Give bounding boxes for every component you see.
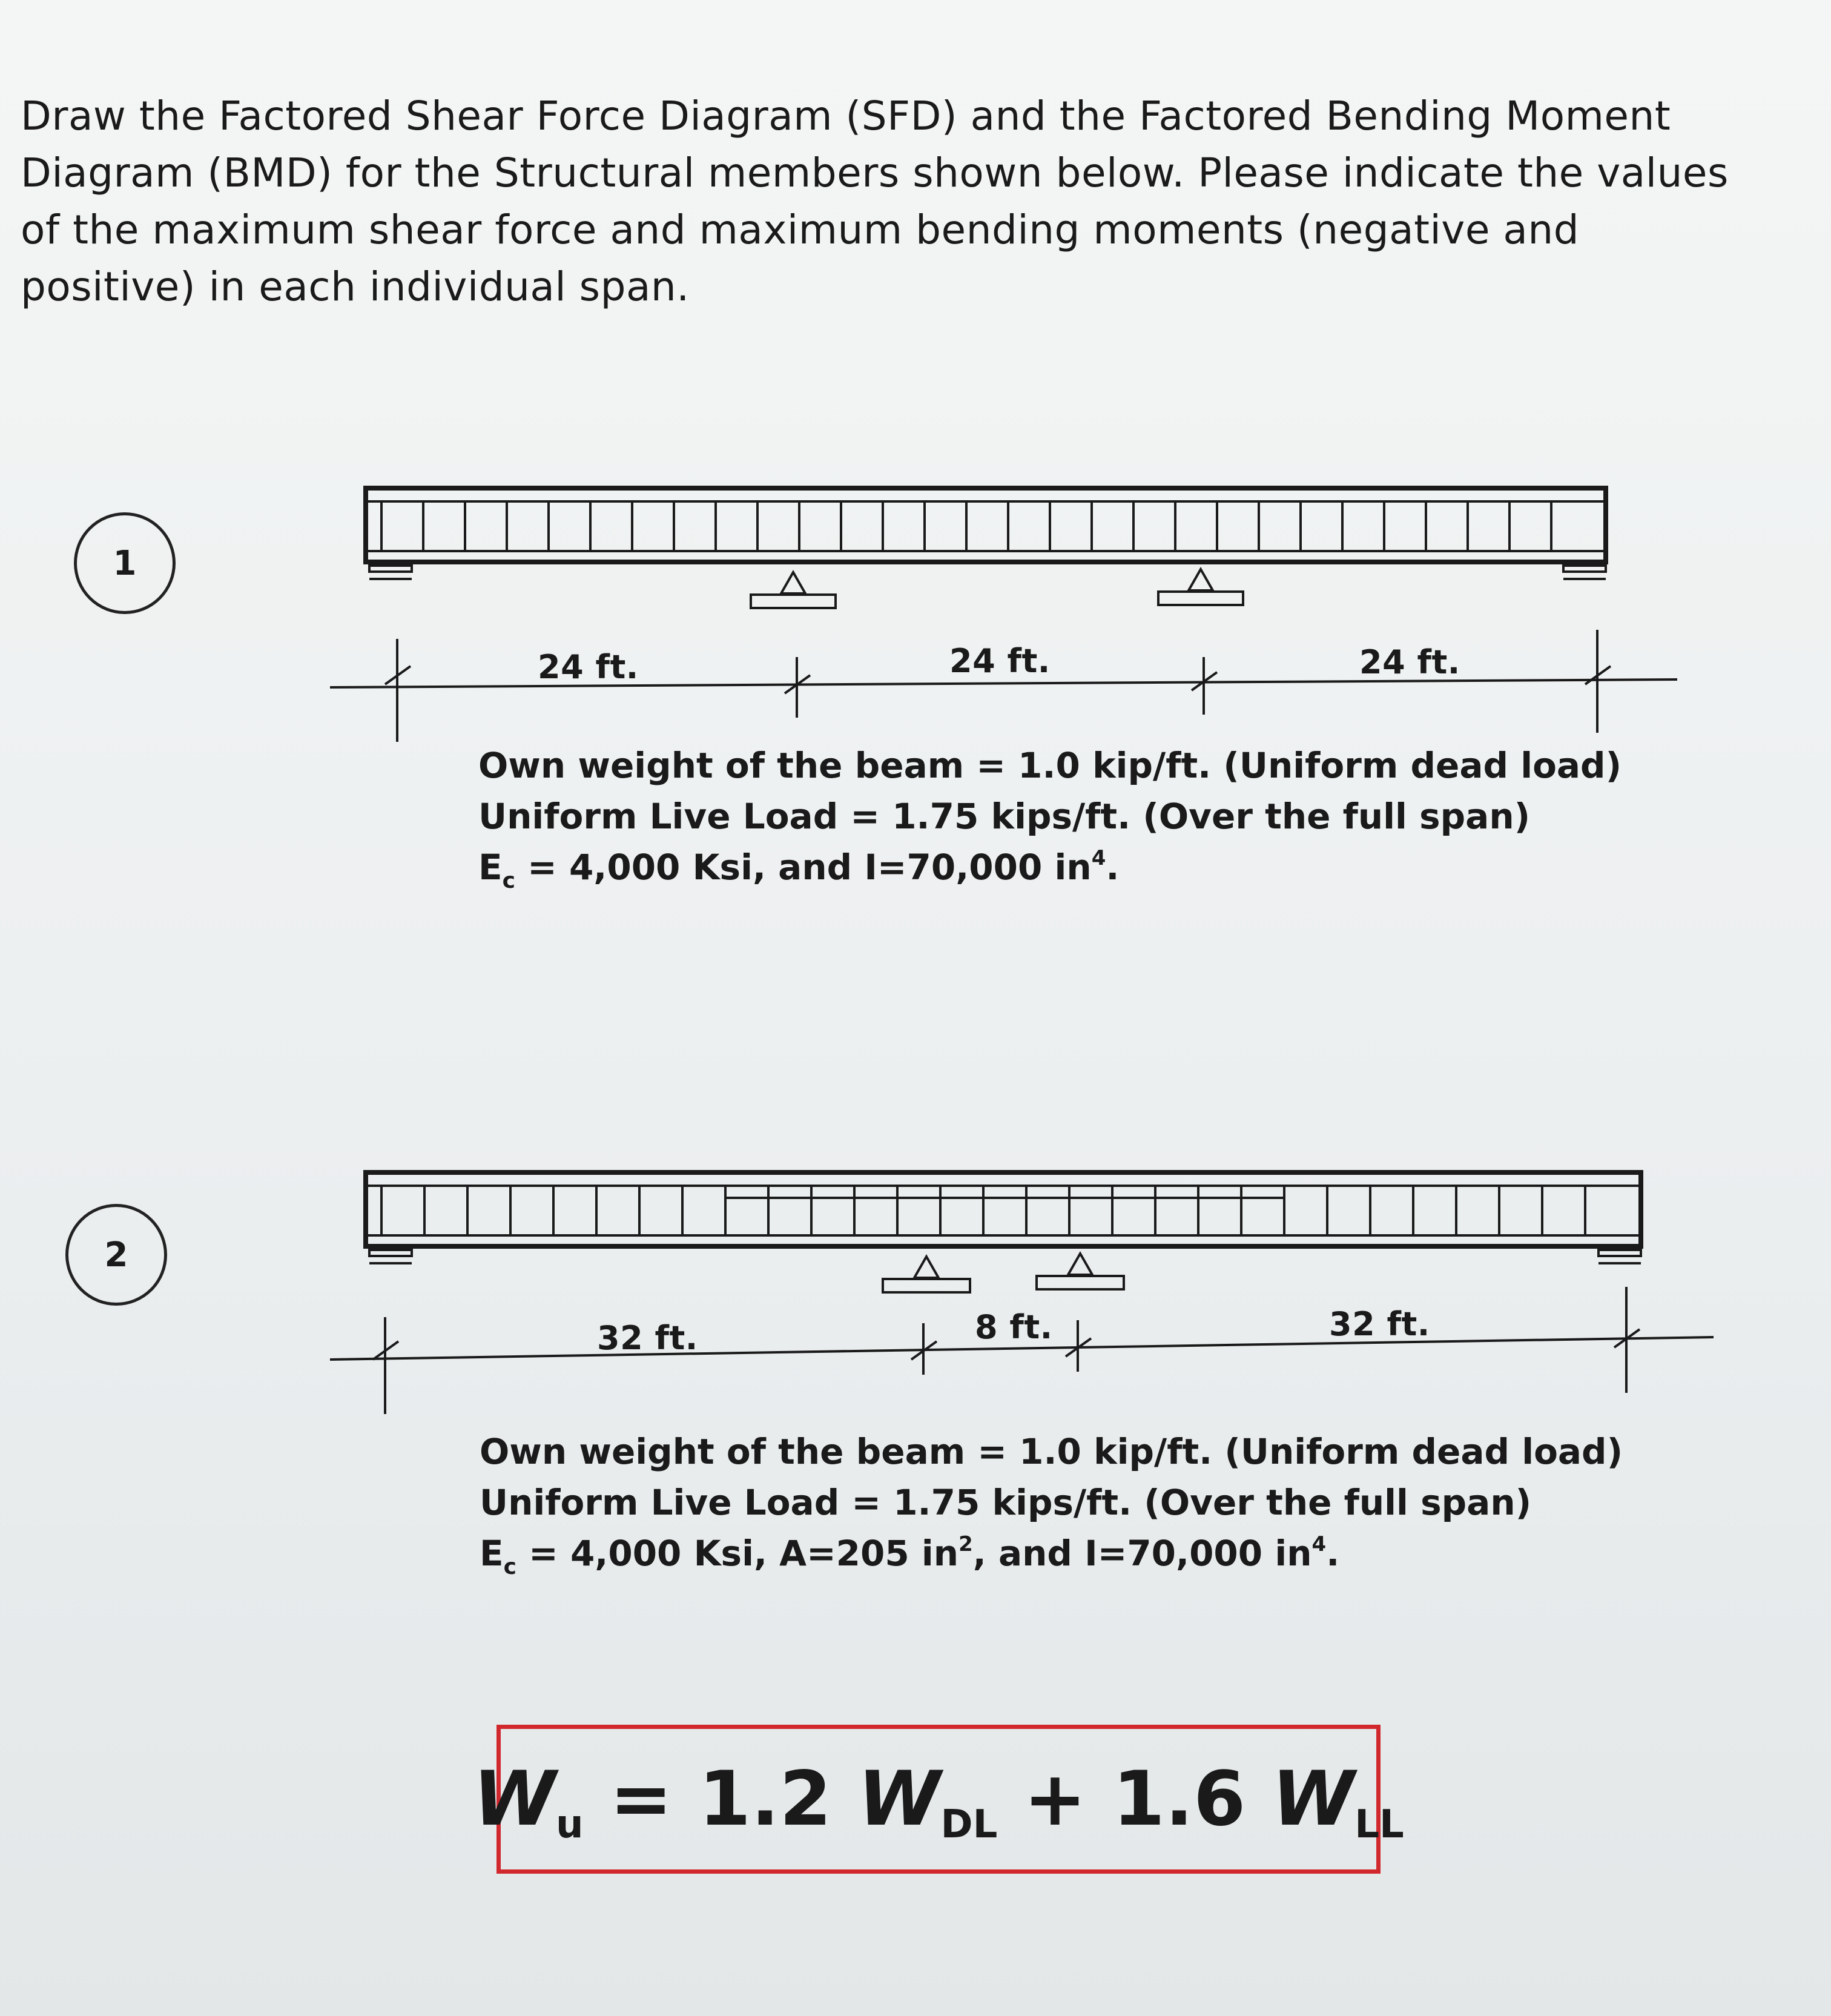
wu-subscript: u xyxy=(556,1802,584,1847)
live-load-factor: + 1.6 xyxy=(997,1756,1272,1843)
beam-2-dead-load: Own weight of the beam = 1.0 kip/ft. (Uniform dead load) xyxy=(480,1431,1623,1472)
ec-symbol: E xyxy=(478,847,503,888)
beam-2-left-roller-support xyxy=(369,1250,412,1263)
problem-2-number-text: 2 xyxy=(104,1235,128,1275)
beam-1-span-3-label: 24 ft. xyxy=(1359,643,1460,681)
ec-subscript: c xyxy=(503,1555,516,1579)
beam-2-right-roller-support xyxy=(1598,1250,1641,1263)
inertia-exponent: 4 xyxy=(1311,1532,1327,1556)
beam-2-pin-support-2 xyxy=(1037,1254,1124,1289)
beam-2-span-2-label: 8 ft. xyxy=(975,1308,1053,1346)
beam-2-outline xyxy=(366,1172,1641,1246)
ec-period: . xyxy=(1326,1533,1340,1574)
beam-2-properties xyxy=(480,1426,1623,1584)
wll-symbol: W xyxy=(1272,1756,1355,1843)
ec-subscript: c xyxy=(502,868,515,893)
beam-2-dimension-line xyxy=(330,1287,1714,1414)
inertia-values: , and I=70,000 in xyxy=(972,1533,1312,1574)
wdl-symbol: W xyxy=(857,1756,941,1843)
beam-2-stirrups xyxy=(381,1186,1585,1235)
beam-2-live-load: Uniform Live Load = 1.75 kips/ft. (Over the full span) xyxy=(480,1482,1532,1523)
ec-values: = 4,000 Ksi, and I=70,000 in xyxy=(515,847,1092,888)
problem-instructions: Draw the Factored Shear Force Diagram (SFD) and the Factored Bending Moment Diagram (BMD) for the Structural members shown below. Please indicate the values of the maximum shear force and maximum bending moments (negative and positive) in each individual span. xyxy=(21,93,1729,310)
beam-1-span-2-label: 24 ft. xyxy=(949,642,1051,680)
beam-2-pin-support-1 xyxy=(883,1257,970,1292)
inertia-exponent: 4 xyxy=(1091,846,1106,870)
dead-load-factor: = 1.2 xyxy=(583,1756,858,1843)
beam-1-dead-load: Own weight of the beam = 1.0 kip/ft. (Uniform dead load) xyxy=(478,745,1622,786)
beam-1-live-load: Uniform Live Load = 1.75 kips/ft. (Over the full span) xyxy=(478,796,1531,837)
wdl-subscript: DL xyxy=(940,1802,998,1847)
load-combination-formula xyxy=(473,1725,1404,1874)
ec-period: . xyxy=(1106,847,1120,888)
beam-2-span-1-label: 32 ft. xyxy=(597,1319,698,1357)
area-exponent: 2 xyxy=(958,1532,973,1556)
beam-1-span-1-label: 24 ft. xyxy=(538,648,639,686)
beam-2-stiffness xyxy=(480,1528,1623,1584)
beam-2-span-3-label: 32 ft. xyxy=(1329,1305,1430,1343)
ec-area-values: = 4,000 Ksi, A=205 in xyxy=(516,1533,959,1574)
problem-1-number-text: 1 xyxy=(113,543,137,583)
wll-subscript: LL xyxy=(1354,1802,1404,1847)
ec-symbol: E xyxy=(480,1533,504,1574)
wu-symbol: W xyxy=(473,1756,556,1843)
